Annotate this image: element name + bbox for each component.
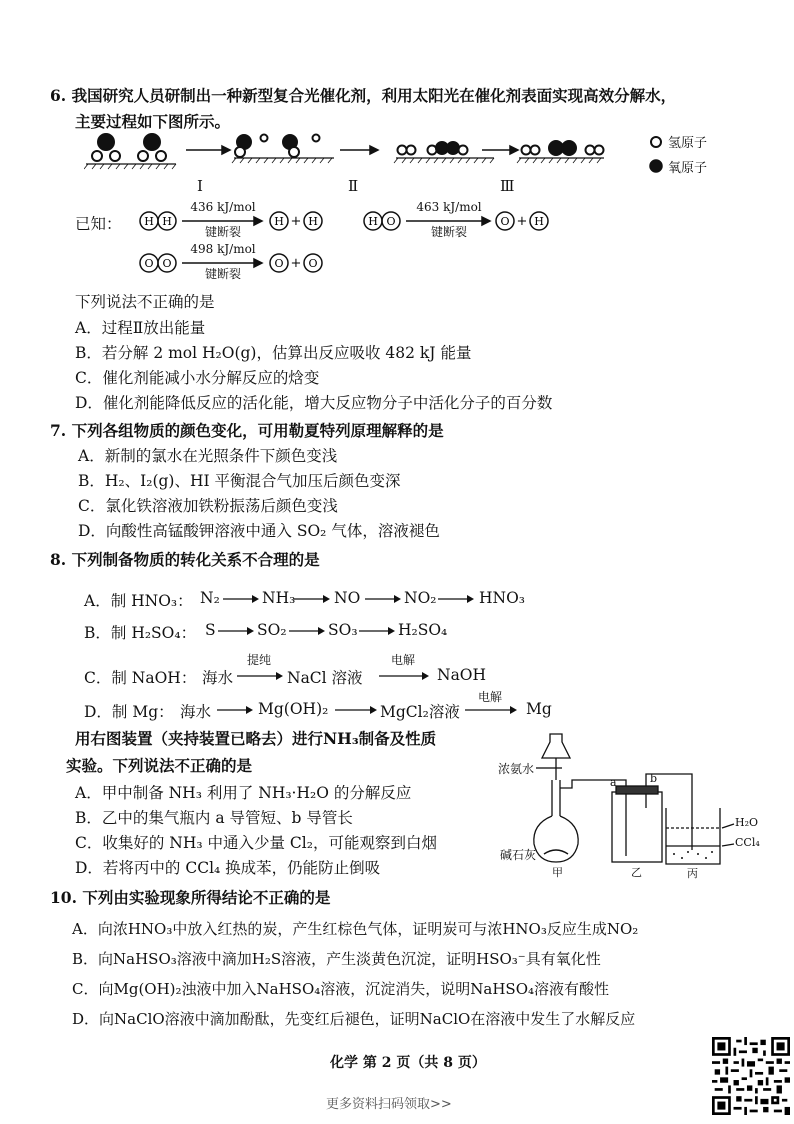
q8-b-chain-3: H₂SO₄: [398, 621, 448, 639]
q8-c-label: C．制 NaOH：: [84, 669, 197, 687]
stage-label-2: Ⅱ: [348, 177, 359, 195]
bond-ho-break-label: 键断裂: [430, 225, 467, 239]
q8-b-chain-2: SO₃: [328, 621, 358, 639]
label-soda-lime: 碱石灰: [500, 848, 537, 862]
chain-arrow-icon: [378, 669, 430, 683]
atom-h: H: [162, 215, 172, 228]
label-water: H₂O: [735, 816, 759, 829]
q8-d-chain-2: MgCl₂溶液: [380, 703, 460, 721]
q6-option-b: B．若分解 2 mol H₂O(g)，估算出反应吸收 482 kJ 能量: [75, 344, 472, 362]
q6-option-c: C．催化剂能减小水分解反应的焓变: [75, 369, 320, 387]
more-resources-link[interactable]: 更多资料扫码领取>>: [326, 1097, 452, 1112]
stage3-atoms: [522, 141, 604, 155]
q9-stem-line2: 实验。下列说法不正确的是: [66, 756, 253, 775]
atom-o: O: [500, 215, 510, 228]
q8-a-chain-3: NO₂: [404, 589, 437, 607]
chain-arrow-icon: [358, 624, 396, 638]
bond-oo-energy: 498 kJ/mol: [190, 242, 256, 256]
q9-option-a: A．甲中制备 NH₃ 利用了 NH₃·H₂O 的分解反应: [75, 784, 412, 802]
q7-option-d: D．向酸性高锰酸钾溶液中通入 SO₂ 气体，溶液褪色: [78, 522, 440, 540]
chain-arrow-icon: [464, 703, 518, 717]
q8-d-arrow-label: 电解: [477, 690, 502, 704]
water-molecule-icon: [138, 134, 166, 161]
label-bing: 丙: [687, 867, 698, 880]
q8-c-arrow-label-1: 电解: [390, 653, 415, 667]
known-label: 已知：: [75, 215, 122, 233]
atom-o: O: [162, 257, 172, 270]
label-ammonia-water: 浓氨水: [498, 762, 535, 776]
svg-text:+: +: [516, 214, 528, 229]
stage-label-1: Ⅰ: [197, 177, 203, 195]
qr-code-icon[interactable]: [712, 1037, 790, 1115]
atom-h: H: [308, 215, 318, 228]
q8-c-arrow-label-0: 提纯: [246, 653, 271, 667]
process-arrow-icon: [482, 146, 518, 154]
q6-option-d: D．催化剂能降低反应的活化能，增大反应物分子中活化分子的百分数: [75, 394, 553, 412]
bond-hh-energy: 436 kJ/mol: [190, 200, 256, 214]
label-a: a: [610, 776, 617, 789]
q8-c-chain-0: 海水: [202, 669, 234, 687]
bond-oo-break-label: 键断裂: [204, 267, 241, 281]
process-arrow-icon: [186, 146, 230, 154]
atom-h: H: [144, 215, 154, 228]
water-splitting-process-diagram: [84, 128, 644, 196]
q8-d-label: D．制 Mg：: [84, 703, 174, 721]
bond-oo-equation: [138, 242, 338, 281]
q9-option-d: D．若将丙中的 CCl₄ 换成苯，仍能防止倒吸: [75, 859, 381, 877]
q8-b-chain-0: S: [205, 621, 216, 639]
process-arrow-icon: [340, 146, 378, 154]
q8-a-chain-0: N₂: [200, 589, 220, 607]
q8-d-chain-0: 海水: [180, 703, 212, 721]
hydrogen-atom-icon: [648, 134, 664, 150]
chain-arrow-icon: [288, 624, 326, 638]
q7-option-b: B．H₂、I₂(g)、HI 平衡混合气加压后颜色变深: [78, 472, 401, 490]
q8-b-label: B．制 H₂SO₄：: [84, 624, 197, 642]
q8-d-chain-1: Mg(OH)₂: [258, 700, 329, 718]
legend-oxygen: 氧原子: [668, 161, 708, 176]
q6-stem-line2: 主要过程如下图所示。: [75, 112, 231, 131]
atom-o: O: [386, 215, 396, 228]
q7-stem: 7. 下列各组物质的颜色变化，可用勒夏特列原理解释的是: [50, 421, 444, 440]
q10-option-c: C．向Mg(OH)₂浊液中加入NaHSO₄溶液，沉淀消失，说明NaHSO₄溶液有酸性: [72, 980, 610, 998]
atom-h: H: [368, 215, 378, 228]
q8-c-chain-1: NaCl 溶液: [287, 669, 363, 687]
q7-option-c: C．氯化铁溶液加铁粉振荡后颜色变浅: [78, 497, 338, 515]
label-jia: 甲: [552, 866, 563, 879]
chain-arrow-icon: [222, 592, 260, 606]
label-b: b: [650, 772, 658, 785]
q10-stem: 10. 下列由实验现象所得结论不正确的是: [50, 888, 331, 907]
q8-c-chain-2: NaOH: [437, 666, 487, 684]
q7-option-a: A．新制的氯水在光照条件下颜色变浅: [78, 447, 338, 465]
q10-option-b: B．向NaHSO₃溶液中滴加H₂S溶液，产生淡黄色沉淀，证明HSO₃⁻具有氧化性: [72, 950, 601, 968]
chain-arrow-icon: [437, 592, 475, 606]
atom-h: H: [274, 215, 284, 228]
q8-a-label: A．制 HNO₃：: [84, 592, 193, 610]
chain-arrow-icon: [364, 592, 402, 606]
svg-text:+: +: [290, 214, 302, 229]
oxygen-atom-icon: [648, 158, 664, 174]
q6-question: 下列说法不正确的是: [75, 293, 215, 311]
svg-text:+: +: [290, 256, 302, 271]
chain-arrow-icon: [293, 592, 331, 606]
label-ccl4: CCl₄: [735, 836, 760, 849]
bond-hh-break-label: 键断裂: [204, 225, 241, 239]
q9-option-b: B．乙中的集气瓶内 a 导管短、b 导管长: [75, 809, 353, 827]
stage-label-3: Ⅲ: [500, 177, 515, 195]
atom-o: O: [274, 257, 284, 270]
chain-arrow-icon: [236, 669, 284, 683]
q10-option-d: D．向NaClO溶液中滴加酚酞，先变红后褪色，证明NaClO在溶液中发生了水解反应: [72, 1010, 636, 1028]
bond-ho-energy: 463 kJ/mol: [416, 200, 482, 214]
stage2-atoms: [398, 142, 468, 155]
q8-a-chain-1: NH₃: [262, 589, 296, 607]
chain-arrow-icon: [334, 703, 378, 717]
page-number: 化学 第 2 页（共 8 页）: [330, 1055, 486, 1071]
legend-hydrogen: 氢原子: [668, 136, 708, 151]
ammonia-apparatus-diagram: [498, 728, 758, 878]
q9-stem-line1: 用右图装置（夹持装置已略去）进行NH₃制备及性质: [75, 729, 437, 748]
stage1-atoms: [235, 135, 320, 158]
chain-arrow-icon: [216, 703, 254, 717]
label-yi: 乙: [631, 866, 642, 879]
q9-option-c: C．收集好的 NH₃ 中通入少量 Cl₂，可能观察到白烟: [75, 834, 437, 852]
water-molecule-icon: [92, 134, 120, 161]
bond-ho-equation: [362, 200, 562, 239]
q8-stem: 8. 下列制备物质的转化关系不合理的是: [50, 550, 320, 569]
atom-o: O: [308, 257, 318, 270]
q8-a-chain-4: HNO₃: [479, 589, 526, 607]
q8-d-chain-3: Mg: [526, 700, 552, 718]
q10-option-a: A．向浓HNO₃中放入红热的炭，产生红棕色气体，证明炭可与浓HNO₃反应生成NO₂: [72, 920, 639, 938]
q6-option-a: A．过程Ⅱ放出能量: [75, 319, 206, 337]
atom-o: O: [144, 257, 154, 270]
q8-a-chain-2: NO: [334, 589, 361, 607]
atom-h: H: [534, 215, 544, 228]
chain-arrow-icon: [217, 624, 255, 638]
q6-stem-line1: 6. 我国研究人员研制出一种新型复合光催化剂，利用太阳光在催化剂表面实现高效分解水，: [50, 86, 677, 105]
q8-b-chain-1: SO₂: [257, 621, 287, 639]
